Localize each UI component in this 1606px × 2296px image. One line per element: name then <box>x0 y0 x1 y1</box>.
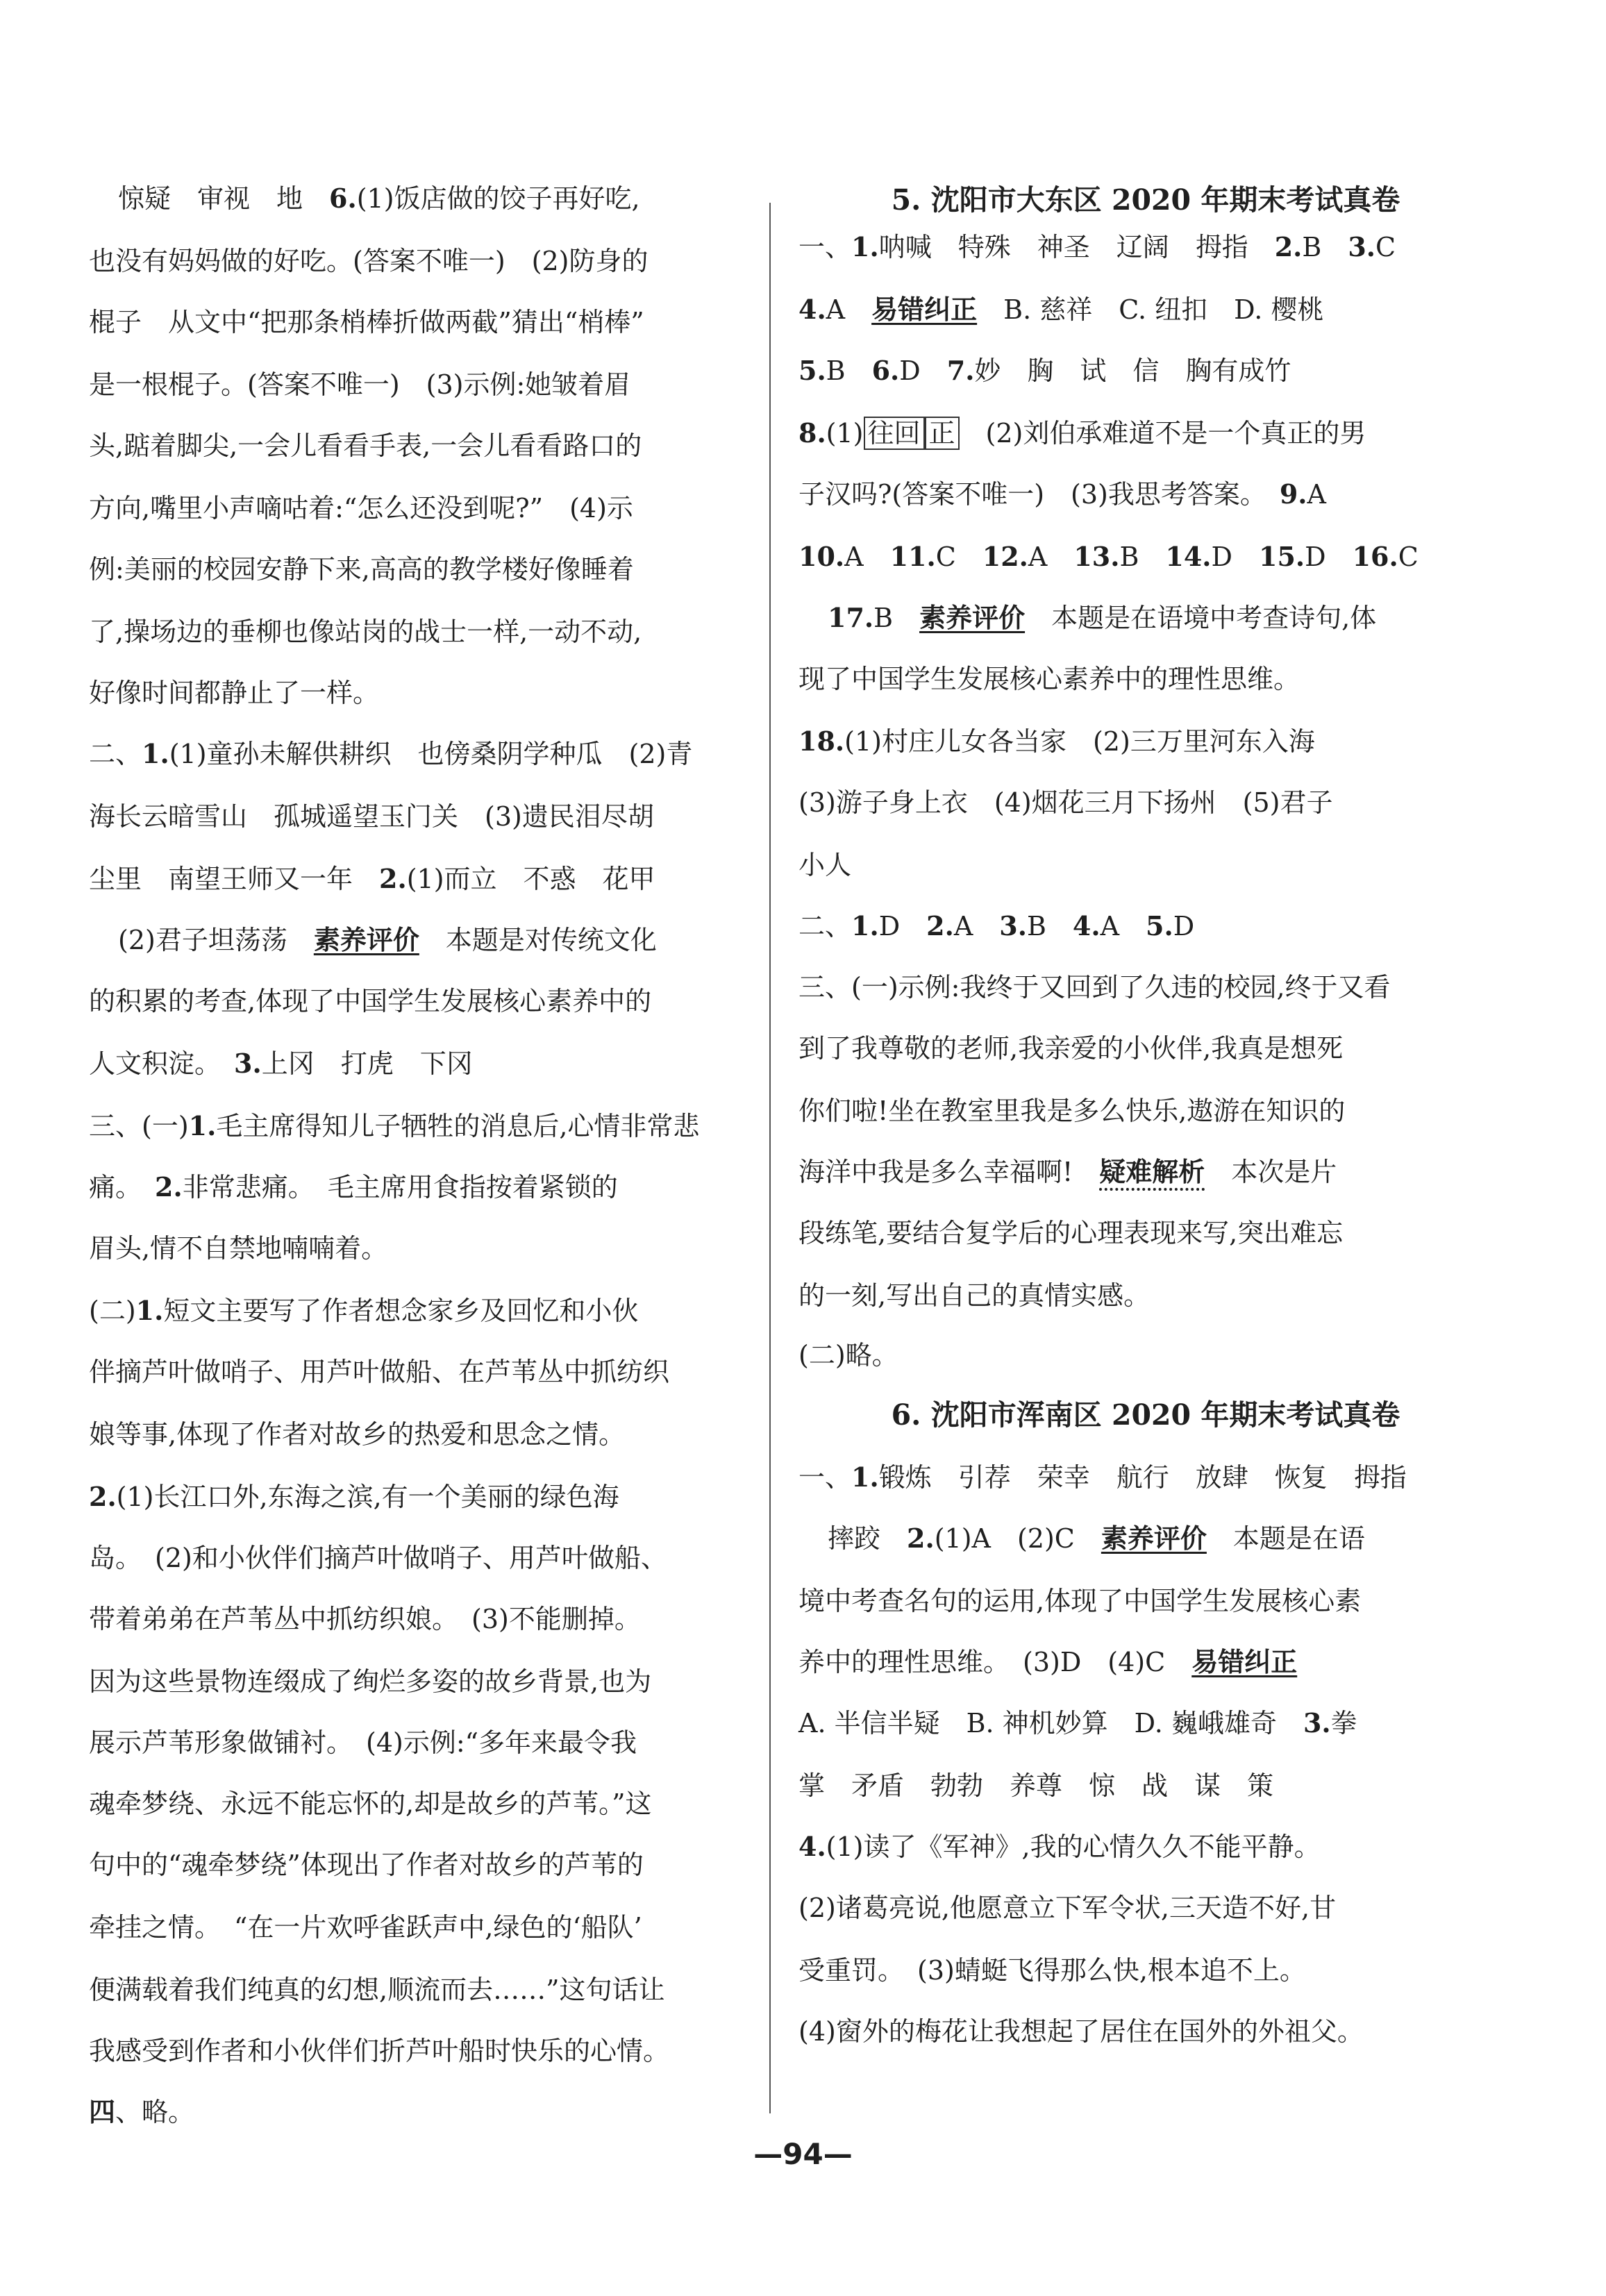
text-run: (1)而立 不惑 花甲 <box>406 864 655 894</box>
text-run: 到了我尊敬的老师,我亲爱的小伙伴,我真是想死 <box>798 1033 1344 1064</box>
text-run: 了,操场边的垂柳也像站岗的战士一样,一动不动, <box>89 617 642 647</box>
answer-line <box>89 1355 669 1389</box>
answer-line <box>89 1665 651 1698</box>
question-number: 1. <box>135 1295 164 1326</box>
answer-line <box>89 1787 652 1820</box>
answer-line <box>798 1155 1337 1189</box>
answer-line <box>798 2015 1364 2048</box>
question-number: 2. <box>907 1523 935 1554</box>
text-run: (1)饭店做的饺子再好吃, <box>356 183 640 214</box>
text-run: 现了中国学生发展核心素养中的理性思维。 <box>798 664 1300 694</box>
text-run: 子汉吗?(答案不唯一) (3)我思考答案。 <box>798 479 1280 510</box>
text-run: 毛主席得知儿子牺牲的消息后,心情非常悲 <box>216 1111 700 1141</box>
text-run: (二)略。 <box>798 1340 898 1371</box>
text-run: B <box>873 603 920 633</box>
text-run: 眉头,情不自禁地喃喃着。 <box>89 1233 388 1264</box>
answer-line <box>118 182 640 215</box>
text-run: 娘等事,体现了作者对故乡的热爱和思念之情。 <box>89 1419 626 1450</box>
text-run: 一、 <box>798 1462 852 1493</box>
annotation-tag: 易错纠正 <box>871 294 978 325</box>
text-run: 本次是片 <box>1205 1157 1337 1187</box>
text-run: A <box>1028 542 1074 572</box>
answer-line <box>798 1461 1407 1494</box>
answer-line <box>89 1541 667 1575</box>
question-number: 15. <box>1259 541 1305 572</box>
text-run: (2)诸葛亮说,他愿意立下军令状,三天造不好,甘 <box>798 1893 1337 1923</box>
text-run: 非常悲痛。 毛主席用食指按着紧锁的 <box>182 1172 618 1203</box>
question-number: 5. <box>798 355 826 386</box>
text-run: 锻炼 引荐 荣幸 航行 放肆 恢复 拇指 <box>878 1462 1407 1493</box>
text-run: 一、 <box>798 232 852 262</box>
boxed-answer: 往回 <box>864 417 925 450</box>
question-number: 4. <box>798 294 826 325</box>
answer-line <box>798 725 1315 758</box>
text-run: 养中的理性思维。 (3)D (4)C <box>798 1647 1192 1677</box>
question-number: 1. <box>851 910 879 941</box>
boxed-answer: 正 <box>925 417 960 450</box>
question-number: 2. <box>1274 231 1303 262</box>
text-run: 二、 <box>798 911 852 941</box>
answer-line <box>798 1769 1273 1802</box>
annotation-tag: 疑难解析 <box>1099 1157 1205 1187</box>
text-run: D <box>1305 542 1353 572</box>
section-heading: 6. 沈阳市浑南区 2020 年期末考试真卷 <box>891 1398 1400 1432</box>
text-run: C <box>1375 232 1396 262</box>
answer-line <box>798 354 1291 387</box>
question-number: 1. <box>142 738 169 769</box>
text-run: 也没有妈妈做的好吃。(答案不唯一) (2)防身的 <box>89 246 649 276</box>
answer-line <box>89 1480 619 1514</box>
answer-line <box>798 1830 1321 1863</box>
answer-line <box>798 662 1300 696</box>
question-number: 12. <box>982 541 1028 572</box>
question-number: 10. <box>798 541 845 572</box>
text-run: (2)君子坦荡荡 <box>118 925 314 955</box>
answer-line <box>798 1584 1361 1618</box>
text-run: 、略。 <box>115 2097 195 2127</box>
question-number: 2. <box>379 863 407 894</box>
question-number: 11. <box>889 541 936 572</box>
text-run: 三、(一) <box>89 1111 189 1141</box>
answer-line <box>89 1047 473 1080</box>
answer-line <box>798 293 1323 326</box>
text-run: 人文积淀。 <box>89 1048 235 1079</box>
text-run: A. 半信半疑 B. 神机妙算 D. 巍峨雄奇 <box>798 1708 1303 1738</box>
question-number: 6. <box>871 355 900 386</box>
text-run: A <box>1100 911 1146 941</box>
question-number: 4. <box>798 1831 826 1862</box>
question-number: 7. <box>946 355 975 386</box>
text-run: 尘里 南望王师又一年 <box>89 864 380 894</box>
answer-line <box>89 862 655 896</box>
text-run: 境中考查名句的运用,体现了中国学生发展核心素 <box>798 1586 1362 1616</box>
text-run: 本题是对传统文化 <box>419 925 657 955</box>
text-run: 我感受到作者和小伙伴们折芦叶船时快乐的心情。 <box>89 2036 670 2066</box>
text-run: 好像时间都静止了一样。 <box>89 678 380 708</box>
text-run: A <box>844 542 890 572</box>
text-run: 伴摘芦叶做哨子、用芦叶做船、在芦苇丛中抓纺织 <box>89 1357 670 1387</box>
page-number: —94— <box>753 2137 853 2171</box>
text-run: 展示芦苇形象做铺衬。 (4)示例:“多年来最令我 <box>89 1727 637 1758</box>
answer-line <box>798 910 1194 943</box>
text-run: 呐喊 特殊 神圣 辽阔 拇指 <box>878 232 1275 262</box>
question-number: 2. <box>89 1481 117 1512</box>
text-run: 上冈 打虎 下冈 <box>261 1048 473 1079</box>
text-run: 痛。 <box>89 1172 156 1203</box>
text-run: D <box>1211 542 1260 572</box>
annotation-tag: 易错纠正 <box>1191 1647 1298 1677</box>
answer-line <box>89 1911 642 1944</box>
question-number: 2. <box>155 1171 183 1203</box>
text-run: 妙 胸 试 信 胸有成竹 <box>974 355 1291 386</box>
annotation-tag: 素养评价 <box>1101 1523 1207 1554</box>
answer-line <box>89 1602 641 1636</box>
answer-line <box>89 737 692 771</box>
text-run: A <box>1307 479 1326 510</box>
text-run: B <box>1026 911 1073 941</box>
question-number: 3. <box>1348 231 1375 262</box>
text-run: C <box>935 542 982 572</box>
answer-line <box>798 1032 1343 1065</box>
question-number: 8. <box>798 417 826 449</box>
answer-line <box>798 1216 1343 1250</box>
text-run: B <box>826 355 872 386</box>
answer-line <box>89 1848 644 1882</box>
text-run: 因为这些景物连缀成了绚烂多姿的故乡背景,也为 <box>89 1666 652 1697</box>
question-number: 1. <box>851 231 879 262</box>
answer-line <box>798 1279 1150 1312</box>
question-number: 9. <box>1279 478 1307 510</box>
text-run: 牵挂之情。 “在一片欢呼雀跃声中,绿色的‘船队’ <box>89 1912 642 1943</box>
text-run: 海洋中我是多么幸福啊! <box>798 1157 1100 1187</box>
text-run: 二、 <box>89 739 142 769</box>
text-run: 岛。 (2)和小伙伴们摘芦叶做哨子、用芦叶做船、 <box>89 1543 667 1573</box>
annotation-tag: 素养评价 <box>313 925 419 955</box>
question-number: 16. <box>1352 541 1398 572</box>
text-run: (1)长江口外,东海之滨,有一个美丽的绿色海 <box>116 1482 619 1512</box>
answer-line <box>89 1232 387 1265</box>
answer-line <box>89 2034 669 2068</box>
text-run: D <box>899 355 947 386</box>
text-run: 掌 矛盾 勃勃 养尊 惊 战 谋 策 <box>798 1770 1274 1801</box>
question-number: 3. <box>999 910 1027 941</box>
text-run: 短文主要写了作者想念家乡及回忆和小伙 <box>163 1296 639 1326</box>
question-number: 1. <box>851 1461 879 1493</box>
text-run: 句中的“魂牵梦绕”体现出了作者对故乡的芦苇的 <box>89 1850 644 1880</box>
question-number: 17. <box>828 602 874 633</box>
question-number: 18. <box>798 726 845 757</box>
answer-line <box>89 1171 618 1204</box>
answer-line <box>118 923 657 957</box>
text-run: 小人 <box>798 850 852 880</box>
answer-line <box>89 984 651 1018</box>
answer-line <box>798 231 1396 264</box>
answer-line <box>828 1522 1365 1555</box>
text-run: 本题是在语 <box>1206 1523 1365 1554</box>
question-number: 6. <box>329 183 357 214</box>
answer-line <box>89 615 642 648</box>
text-run: 惊疑 审视 地 <box>118 183 330 214</box>
answer-line <box>89 1726 637 1759</box>
answer-line <box>89 1418 625 1451</box>
text-run: 魂牵梦绕、永远不能忘怀的,却是故乡的芦苇。”这 <box>89 1788 652 1819</box>
answer-line <box>798 1707 1357 1740</box>
question-number: 5. <box>1146 910 1173 941</box>
answer-line <box>89 800 654 833</box>
text-run: (1)村庄儿女各当家 (2)三万里河东入海 <box>844 726 1315 757</box>
text-run: 段练笔,要结合复学后的心理表现来写,突出难忘 <box>798 1218 1344 1248</box>
text-run: (1)童孙未解供耕织 也傍桑阴学种瓜 (2)青 <box>169 739 693 769</box>
answer-line <box>828 601 1376 635</box>
text-run: 三、(一)示例:我终于又回到了久违的校园,终于又看 <box>798 972 1391 1003</box>
answer-line <box>798 971 1391 1004</box>
text-run: (2)刘伯承难道不是一个真正的男 <box>959 418 1366 449</box>
answer-line <box>798 786 1332 819</box>
question-number: 4. <box>1072 910 1101 941</box>
answer-line <box>798 1954 1306 1987</box>
text-run: 例:美丽的校园安静下来,高高的教学楼好像睡着 <box>89 554 634 585</box>
answer-line <box>89 676 379 710</box>
text-run: 的一刻,写出自己的真情实感。 <box>798 1280 1151 1311</box>
text-run: D <box>1173 911 1195 941</box>
answer-line <box>798 478 1326 511</box>
answer-line <box>89 553 634 586</box>
text-run: 是一根棍子。(答案不唯一) (3)示例:她皱着眉 <box>89 369 631 400</box>
answer-line <box>89 368 630 401</box>
text-run: B. 慈祥 C. 纽扣 D. 樱桃 <box>977 294 1324 325</box>
answer-line <box>798 848 851 882</box>
text-run: (1)读了《军神》,我的心情久久不能平静。 <box>826 1832 1321 1862</box>
answer-line <box>89 244 648 278</box>
question-number: 2. <box>926 910 954 941</box>
text-run: (4)窗外的梅花让我想起了居住在国外的外祖父。 <box>798 2016 1364 2047</box>
text-run: 受重罚。 (3)蜻蜓飞得那么快,根本追不上。 <box>798 1955 1306 1986</box>
text-run: (二) <box>89 1296 136 1326</box>
column-divider <box>769 203 771 2113</box>
text-run: 你们啦!坐在教室里我是多么快乐,遨游在知识的 <box>798 1096 1346 1126</box>
text-run: (3)游子身上衣 (4)烟花三月下扬州 (5)君子 <box>798 787 1333 818</box>
answer-line <box>89 429 642 462</box>
text-run: A <box>953 911 1000 941</box>
answer-line <box>89 2095 194 2129</box>
answer-line <box>798 1094 1345 1128</box>
text-run: 头,踮着脚尖,一会儿看看手表,一会儿看看路口的 <box>89 430 642 461</box>
answer-line <box>798 417 1366 450</box>
answer-line <box>89 492 633 525</box>
text-run: 本题是在语境中考查诗句,体 <box>1025 603 1377 633</box>
question-number: 3. <box>1303 1707 1331 1738</box>
text-run: 的积累的考查,体现了中国学生发展核心素养中的 <box>89 986 652 1016</box>
text-run: 海长云暗雪山 孤城遥望玉门关 (3)遗民泪尽胡 <box>89 801 654 832</box>
text-run: D <box>878 911 927 941</box>
answer-line <box>798 1339 898 1372</box>
text-run: (1) <box>826 418 864 449</box>
text-run: B <box>1302 232 1348 262</box>
text-run: 拳 <box>1330 1708 1357 1738</box>
question-number: 1. <box>188 1110 217 1141</box>
text-run: 方向,嘴里小声嘀咕着:“怎么还没到呢?” (4)示 <box>89 493 633 523</box>
annotation-tag: 素养评价 <box>919 603 1026 633</box>
text-run: B <box>1119 542 1166 572</box>
text-run: C <box>1398 542 1419 572</box>
question-number: 14. <box>1165 541 1212 572</box>
answer-line <box>798 540 1419 573</box>
answer-line <box>89 305 644 339</box>
answer-line <box>89 1109 699 1143</box>
answer-line <box>798 1891 1336 1925</box>
question-number: 3. <box>234 1048 262 1079</box>
question-number: 四 <box>89 2096 116 2127</box>
answer-line <box>89 1973 665 2006</box>
text-run: 便满载着我们纯真的幻想,顺流而去……”这句话让 <box>89 1975 665 2005</box>
section-heading: 5. 沈阳市大东区 2020 年期末考试真卷 <box>891 183 1400 217</box>
answer-line <box>89 1294 638 1327</box>
text-run: A <box>826 294 872 325</box>
text-run: 带着弟弟在芦苇丛中抓纺织娘。 (3)不能删掉。 <box>89 1604 641 1634</box>
text-run: 棍子 从文中“把那条梢棒折做两截”猜出“梢棒” <box>89 307 644 337</box>
answer-line <box>798 1645 1297 1679</box>
question-number: 13. <box>1073 541 1120 572</box>
text-run: (1)A (2)C <box>934 1523 1101 1554</box>
text-run: 摔跤 <box>828 1523 907 1554</box>
